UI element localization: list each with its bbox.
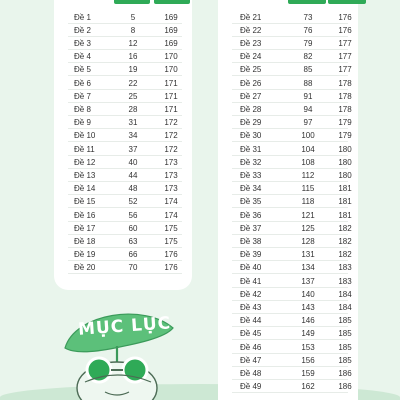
solution-page-number: 176 [338, 12, 352, 22]
toc-row[interactable] [218, 222, 358, 235]
toc-row[interactable] [218, 90, 358, 103]
answer-page-number: 16 [128, 52, 138, 62]
exam-name: Đề 33 [240, 170, 262, 180]
answer-page-number: 76 [303, 25, 313, 35]
toc-row[interactable] [54, 129, 192, 142]
exam-name: Đề 38 [240, 236, 262, 246]
solution-page-number: 178 [338, 78, 352, 88]
answer-page-number: 60 [128, 223, 138, 233]
solution-page-number: 169 [164, 25, 178, 35]
answer-page-number: 108 [301, 157, 315, 167]
exam-name: Đề 19 [74, 250, 96, 260]
answer-page-number: 12 [128, 38, 138, 48]
solution-page-number: 181 [338, 197, 352, 207]
solution-page-number: 179 [338, 131, 352, 141]
toc-row[interactable] [218, 275, 358, 288]
answer-page-number: 121 [301, 210, 315, 220]
exam-name: Đề 49 [240, 382, 262, 392]
answer-page-number: 149 [301, 329, 315, 339]
answer-page-number: 19 [128, 65, 138, 75]
exam-name: Đề 1 [74, 12, 91, 22]
solution-page-number: 181 [338, 184, 352, 194]
toc-row[interactable] [218, 77, 358, 90]
answer-page-number: 70 [128, 263, 138, 273]
exam-name: Đề 11 [74, 144, 95, 154]
exam-name: Đề 42 [240, 289, 262, 299]
solution-page-number: 180 [338, 144, 352, 154]
answer-page-number: 125 [301, 223, 315, 233]
toc-row[interactable] [218, 209, 358, 222]
answer-page-number: 66 [128, 250, 138, 260]
solution-page-number: 174 [164, 197, 178, 207]
answer-page-number: 5 [130, 12, 136, 22]
exam-name: Đề 12 [74, 157, 96, 167]
toc-row[interactable] [218, 288, 358, 301]
exam-name: Đề 2 [74, 25, 91, 35]
answer-page-number: 48 [128, 184, 138, 194]
exam-name: Đề 48 [240, 368, 262, 378]
exam-name: Đề 20 [74, 263, 96, 273]
exam-name: Đề 30 [240, 131, 262, 141]
column-header-tab [114, 0, 150, 4]
exam-name: Đề 18 [74, 236, 96, 246]
solution-page-number: 176 [164, 250, 178, 260]
solution-page-number: 184 [338, 302, 352, 312]
answer-page-number: 31 [128, 118, 138, 128]
solution-page-number: 183 [338, 263, 352, 273]
exam-name: Đề 9 [74, 118, 91, 128]
exam-name: Đề 26 [240, 78, 262, 88]
solution-page-number: 175 [164, 236, 178, 246]
solution-page-number: 185 [338, 355, 352, 365]
exam-name: Đề 35 [240, 197, 262, 207]
solution-page-number: 177 [338, 38, 352, 48]
solution-page-number: 181 [338, 210, 352, 220]
toc-row[interactable] [218, 195, 358, 208]
exam-name: Đề 15 [74, 197, 96, 207]
solution-page-number: 173 [164, 157, 178, 167]
answer-page-number: 162 [301, 382, 315, 392]
toc-row[interactable] [54, 37, 192, 50]
solution-page-number: 170 [164, 52, 178, 62]
solution-page-number: 174 [164, 210, 178, 220]
row-divider [232, 392, 348, 393]
answer-page-number: 8 [130, 25, 136, 35]
answer-page-number: 34 [128, 131, 138, 141]
exam-name: Đề 27 [240, 91, 262, 101]
solution-page-number: 178 [338, 91, 352, 101]
solution-page-number: 180 [338, 170, 352, 180]
solution-page-number: 186 [338, 368, 352, 378]
answer-page-number: 40 [128, 157, 138, 167]
exam-name: Đề 5 [74, 65, 91, 75]
exam-name: Đề 21 [240, 12, 262, 22]
toc-row[interactable] [54, 143, 192, 156]
toc-row[interactable] [54, 103, 192, 116]
toc-row[interactable] [54, 222, 192, 235]
answer-page-number: 146 [301, 316, 315, 326]
solution-page-number: 182 [338, 223, 352, 233]
solution-page-number: 183 [338, 276, 352, 286]
exam-name: Đề 41 [240, 276, 262, 286]
solution-page-number: 171 [164, 104, 178, 114]
toc-row[interactable] [218, 103, 358, 116]
row-divider [68, 273, 182, 274]
exam-name: Đề 37 [240, 223, 262, 233]
solution-page-number: 170 [164, 65, 178, 75]
toc-row[interactable] [218, 261, 358, 274]
toc-row[interactable] [218, 380, 358, 393]
answer-page-number: 37 [128, 144, 138, 154]
toc-row[interactable] [218, 129, 358, 142]
exam-name: Đề 25 [240, 65, 262, 75]
exam-name: Đề 7 [74, 91, 91, 101]
exam-name: Đề 31 [240, 144, 262, 154]
answer-page-number: 115 [301, 184, 315, 194]
answer-page-number: 28 [128, 104, 138, 114]
answer-page-number: 85 [303, 65, 313, 75]
answer-page-number: 159 [301, 368, 315, 378]
answer-page-number: 97 [303, 118, 313, 128]
toc-row[interactable] [218, 116, 358, 129]
solution-page-number: 176 [164, 263, 178, 273]
toc-row[interactable] [54, 63, 192, 76]
answer-page-number: 128 [301, 236, 315, 246]
toc-card-right [218, 0, 358, 400]
answer-page-number: 44 [128, 170, 138, 180]
exam-name: Đề 23 [240, 38, 262, 48]
toc-row[interactable] [218, 341, 358, 354]
exam-name: Đề 14 [74, 184, 96, 194]
answer-page-number: 140 [301, 289, 315, 299]
answer-page-number: 63 [128, 236, 138, 246]
answer-page-number: 73 [303, 12, 313, 22]
solution-page-number: 177 [338, 52, 352, 62]
answer-page-number: 82 [303, 52, 313, 62]
toc-row[interactable] [218, 248, 358, 261]
answer-page-number: 25 [128, 91, 138, 101]
solution-page-number: 178 [338, 104, 352, 114]
exam-name: Đề 29 [240, 118, 262, 128]
exam-name: Đề 24 [240, 52, 262, 62]
exam-name: Đề 16 [74, 210, 96, 220]
answer-page-number: 91 [303, 91, 313, 101]
solution-page-number: 171 [164, 91, 178, 101]
solution-page-number: 177 [338, 65, 352, 75]
toc-row[interactable] [218, 50, 358, 63]
mascot-title: MỤC LỤC [77, 313, 172, 340]
exam-name: Đề 6 [74, 78, 91, 88]
toc-row[interactable] [218, 354, 358, 367]
answer-page-number: 137 [301, 276, 315, 286]
toc-row[interactable] [218, 11, 358, 24]
solution-page-number: 175 [164, 223, 178, 233]
solution-page-number: 171 [164, 78, 178, 88]
solution-page-number: 180 [338, 157, 352, 167]
toc-row[interactable] [54, 156, 192, 169]
answer-page-number: 143 [301, 302, 315, 312]
solution-page-number: 169 [164, 12, 178, 22]
answer-page-number: 100 [301, 131, 315, 141]
exam-name: Đề 47 [240, 355, 262, 365]
answer-page-number: 118 [301, 197, 315, 207]
toc-row[interactable] [218, 37, 358, 50]
toc-row[interactable] [54, 50, 192, 63]
solution-page-number: 172 [164, 118, 178, 128]
exam-name: Đề 10 [74, 131, 96, 141]
solution-page-number: 169 [164, 38, 178, 48]
solution-page-number: 173 [164, 170, 178, 180]
exam-name: Đề 46 [240, 342, 262, 352]
toc-row[interactable] [218, 327, 358, 340]
toc-row[interactable] [54, 248, 192, 261]
exam-name: Đề 36 [240, 210, 262, 220]
toc-row[interactable] [54, 209, 192, 222]
answer-page-number: 94 [303, 104, 313, 114]
answer-page-number: 156 [301, 355, 315, 365]
answer-page-number: 22 [128, 78, 138, 88]
solution-page-number: 179 [338, 118, 352, 128]
answer-page-number: 52 [128, 197, 138, 207]
column-header-tab [288, 0, 326, 4]
toc-row[interactable] [54, 90, 192, 103]
answer-page-number: 134 [301, 263, 315, 273]
toc-row[interactable] [218, 63, 358, 76]
toc-row[interactable] [54, 24, 192, 37]
toc-row[interactable] [54, 169, 192, 182]
solution-page-number: 185 [338, 316, 352, 326]
solution-page-number: 182 [338, 236, 352, 246]
exam-name: Đề 8 [74, 104, 91, 114]
solution-page-number: 186 [338, 382, 352, 392]
toc-row[interactable] [218, 143, 358, 156]
toc-row[interactable] [218, 301, 358, 314]
exam-name: Đề 39 [240, 250, 262, 260]
exam-name: Đề 22 [240, 25, 262, 35]
toc-row[interactable] [218, 182, 358, 195]
exam-name: Đề 28 [240, 104, 262, 114]
exam-name: Đề 13 [74, 170, 96, 180]
toc-row[interactable] [218, 314, 358, 327]
solution-page-number: 185 [338, 342, 352, 352]
exam-name: Đề 4 [74, 52, 91, 62]
exam-name: Đề 44 [240, 316, 262, 326]
toc-row[interactable] [54, 261, 192, 274]
exam-name: Đề 34 [240, 184, 262, 194]
toc-row[interactable] [54, 77, 192, 90]
exam-name: Đề 45 [240, 329, 262, 339]
exam-name: Đề 43 [240, 302, 262, 312]
answer-page-number: 104 [301, 144, 315, 154]
solution-page-number: 172 [164, 131, 178, 141]
exam-name: Đề 32 [240, 157, 262, 167]
answer-page-number: 88 [303, 78, 313, 88]
solution-page-number: 173 [164, 184, 178, 194]
column-header-tab [154, 0, 190, 4]
toc-row[interactable] [218, 235, 358, 248]
exam-name: Đề 17 [74, 223, 96, 233]
solution-page-number: 184 [338, 289, 352, 299]
toc-row[interactable] [54, 11, 192, 24]
answer-page-number: 79 [303, 38, 313, 48]
answer-page-number: 153 [301, 342, 315, 352]
solution-page-number: 182 [338, 250, 352, 260]
toc-row[interactable] [218, 156, 358, 169]
toc-row[interactable] [54, 195, 192, 208]
toc-row[interactable] [54, 235, 192, 248]
answer-page-number: 131 [301, 250, 315, 260]
toc-card-left [54, 0, 192, 290]
exam-name: Đề 40 [240, 263, 262, 273]
toc-row[interactable] [218, 169, 358, 182]
toc-row[interactable] [218, 24, 358, 37]
toc-row[interactable] [54, 116, 192, 129]
answer-page-number: 56 [128, 210, 138, 220]
exam-name: Đề 3 [74, 38, 91, 48]
toc-row[interactable] [54, 182, 192, 195]
solution-page-number: 176 [338, 25, 352, 35]
solution-page-number: 172 [164, 144, 178, 154]
solution-page-number: 185 [338, 329, 352, 339]
toc-row[interactable] [218, 367, 358, 380]
column-header-tab [328, 0, 366, 4]
answer-page-number: 112 [301, 170, 315, 180]
